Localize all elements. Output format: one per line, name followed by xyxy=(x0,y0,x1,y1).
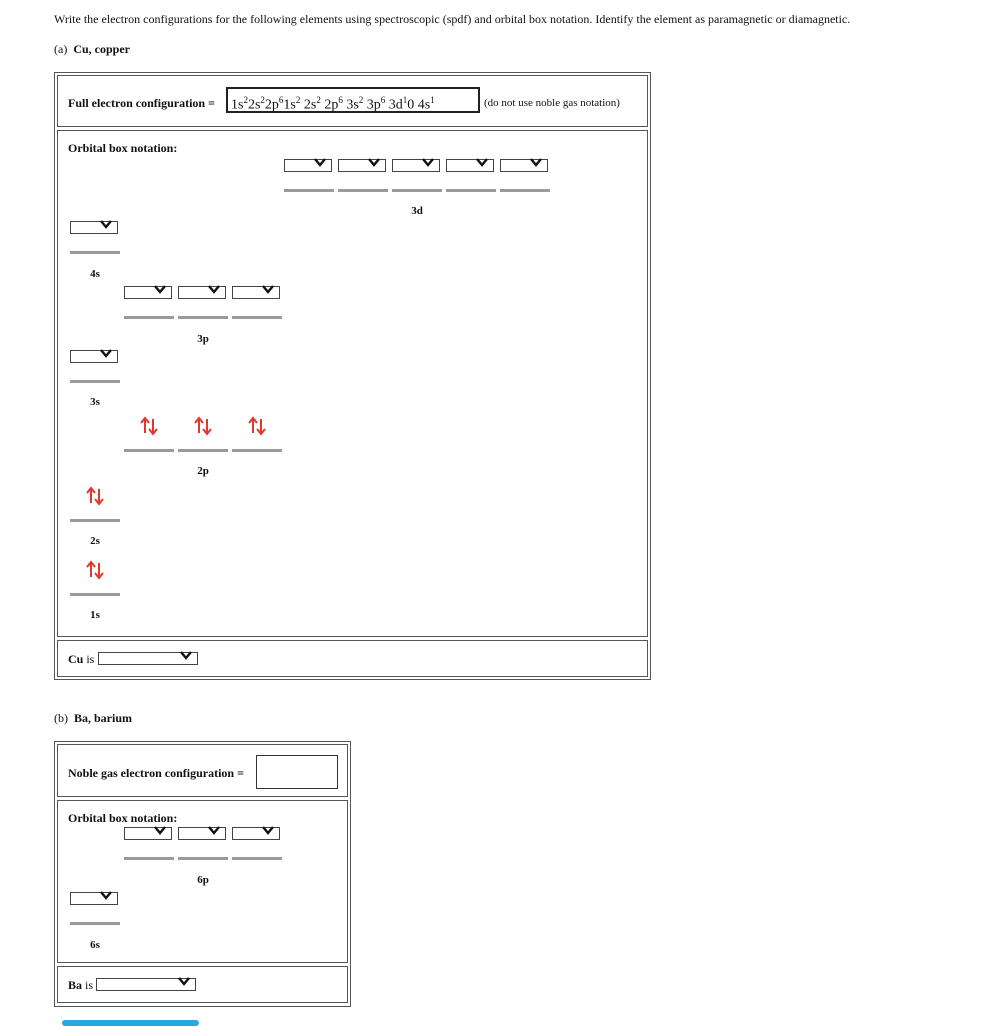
orbital-3d-select[interactable] xyxy=(392,159,440,172)
orbital-label-3s: 3s xyxy=(90,396,100,408)
config-superscript: 6 xyxy=(338,95,343,105)
config-term: 2p xyxy=(320,97,339,113)
full-config-label: Full electron configuration = xyxy=(68,96,215,110)
full-config-row xyxy=(57,75,648,127)
chevron-down-icon xyxy=(180,649,192,661)
config-superscript: 2 xyxy=(316,95,321,105)
chevron-down-icon xyxy=(208,824,220,836)
full-config-note: (do not use noble gas notation) xyxy=(484,97,620,109)
orbital-line xyxy=(70,593,120,596)
chevron-down-icon xyxy=(262,824,274,836)
config-superscript: 6 xyxy=(380,95,386,105)
config-term: 1s xyxy=(283,97,296,113)
orbital-label-1s: 1s xyxy=(90,609,100,621)
ba-is-row xyxy=(57,966,348,1003)
noble-config-label: Noble gas electron configuration = xyxy=(68,766,244,780)
config-superscript: 1 xyxy=(402,95,408,105)
config-term: 1s xyxy=(231,97,244,113)
part-a-element: Cu, copper xyxy=(73,42,130,56)
orbital-line xyxy=(232,316,282,319)
orbital-3d-select[interactable] xyxy=(338,159,386,172)
config-term: 2p xyxy=(264,97,279,113)
orbital-3d-select[interactable] xyxy=(284,159,332,172)
noble-config-input[interactable] xyxy=(256,755,338,789)
chevron-down-icon xyxy=(368,156,380,168)
config-term: 0 4s xyxy=(407,97,431,113)
chevron-down-icon xyxy=(262,283,274,295)
chevron-down-icon xyxy=(208,283,220,295)
part-a-panel xyxy=(54,72,651,680)
config-term: 3p xyxy=(363,97,381,113)
orbital-6p-select[interactable] xyxy=(124,827,172,840)
config-term: 2s xyxy=(247,97,261,113)
chevron-down-icon xyxy=(100,347,112,359)
orbital-label-b: Orbital box notation: xyxy=(68,811,178,825)
chevron-down-icon xyxy=(530,156,542,168)
electron-pair-arrows-icon xyxy=(192,415,214,437)
chevron-down-icon xyxy=(100,889,112,901)
part-b-prefix: (b) xyxy=(54,711,68,725)
orbital-label-2s: 2s xyxy=(90,535,100,547)
orbital-line xyxy=(178,857,228,860)
orbital-label-6s: 6s xyxy=(90,939,100,951)
orbital-3p-select[interactable] xyxy=(124,286,172,299)
orbital-line xyxy=(178,449,228,452)
orbital-line xyxy=(178,316,228,319)
orbital-line xyxy=(70,922,120,925)
electron-pair-arrows-icon xyxy=(84,485,106,507)
orbital-3d-select[interactable] xyxy=(446,159,494,172)
orbital-label-2p: 2p xyxy=(197,465,209,477)
config-superscript: 2 xyxy=(260,95,265,105)
orbital-6s-select[interactable] xyxy=(70,892,118,905)
orbital-box-area-b xyxy=(57,800,348,963)
orbital-line xyxy=(70,380,120,383)
orbital-line xyxy=(338,189,388,192)
orbital-3p-select[interactable] xyxy=(232,286,280,299)
orbital-line xyxy=(124,316,174,319)
chevron-down-icon xyxy=(178,975,190,987)
chevron-down-icon xyxy=(154,283,166,295)
ba-magnetism-select[interactable] xyxy=(96,978,196,991)
part-b-element: Ba, barium xyxy=(74,711,133,725)
orbital-line xyxy=(124,449,174,452)
orbital-line xyxy=(446,189,496,192)
config-superscript: 6 xyxy=(278,95,284,105)
orbital-label-3p: 3p xyxy=(197,333,209,345)
orbital-3d-select[interactable] xyxy=(500,159,548,172)
orbital-line xyxy=(232,857,282,860)
part-a-label xyxy=(54,42,130,57)
chevron-down-icon xyxy=(476,156,488,168)
orbital-line xyxy=(500,189,550,192)
orbital-box-area-a xyxy=(57,130,648,637)
orbital-line xyxy=(232,449,282,452)
noble-config-row xyxy=(57,744,348,797)
orbital-3p-select[interactable] xyxy=(178,286,226,299)
orbital-label-3d: 3d xyxy=(411,205,423,217)
orbital-6p-select[interactable] xyxy=(232,827,280,840)
config-superscript: 1 xyxy=(430,95,435,105)
orbital-label-6p: 6p xyxy=(197,874,209,886)
config-term: 3s xyxy=(342,97,359,113)
instructions: Write the electron configurations for the following elements using spectroscopic (spdf) and orbital box notation. Identify the element as paramagnetic or diamagnetic. xyxy=(54,12,851,26)
orbital-label-4s: 4s xyxy=(90,268,100,280)
chevron-down-icon xyxy=(422,156,434,168)
config-term: 3d xyxy=(385,97,403,113)
part-b-panel xyxy=(54,741,351,1007)
config-superscript: 2 xyxy=(295,95,301,105)
part-a-prefix: (a) xyxy=(54,42,68,56)
orbital-line xyxy=(392,189,442,192)
config-term: 2s xyxy=(300,97,317,113)
chevron-down-icon xyxy=(100,218,112,230)
orbital-line xyxy=(70,519,120,522)
orbital-4s-select[interactable] xyxy=(70,221,118,234)
orbital-6p-select[interactable] xyxy=(178,827,226,840)
cu-is-label: Cu is xyxy=(68,652,95,666)
electron-pair-arrows-icon xyxy=(246,415,268,437)
chevron-down-icon xyxy=(154,824,166,836)
chevron-down-icon xyxy=(314,156,326,168)
cu-is-row xyxy=(57,640,648,677)
config-superscript: 2 xyxy=(358,95,364,105)
orbital-label-a: Orbital box notation: xyxy=(68,141,178,155)
full-config-input[interactable] xyxy=(226,87,480,113)
electron-pair-arrows-icon xyxy=(138,415,160,437)
orbital-line xyxy=(124,857,174,860)
part-b-label xyxy=(54,711,132,726)
orbital-line xyxy=(70,251,120,254)
cu-magnetism-select[interactable] xyxy=(98,652,198,665)
submit-button[interactable] xyxy=(62,1020,199,1026)
orbital-line xyxy=(284,189,334,192)
config-superscript: 2 xyxy=(243,95,248,105)
electron-pair-arrows-icon xyxy=(84,559,106,581)
ba-is-label: Ba is xyxy=(68,978,94,992)
orbital-3s-select[interactable] xyxy=(70,350,118,363)
